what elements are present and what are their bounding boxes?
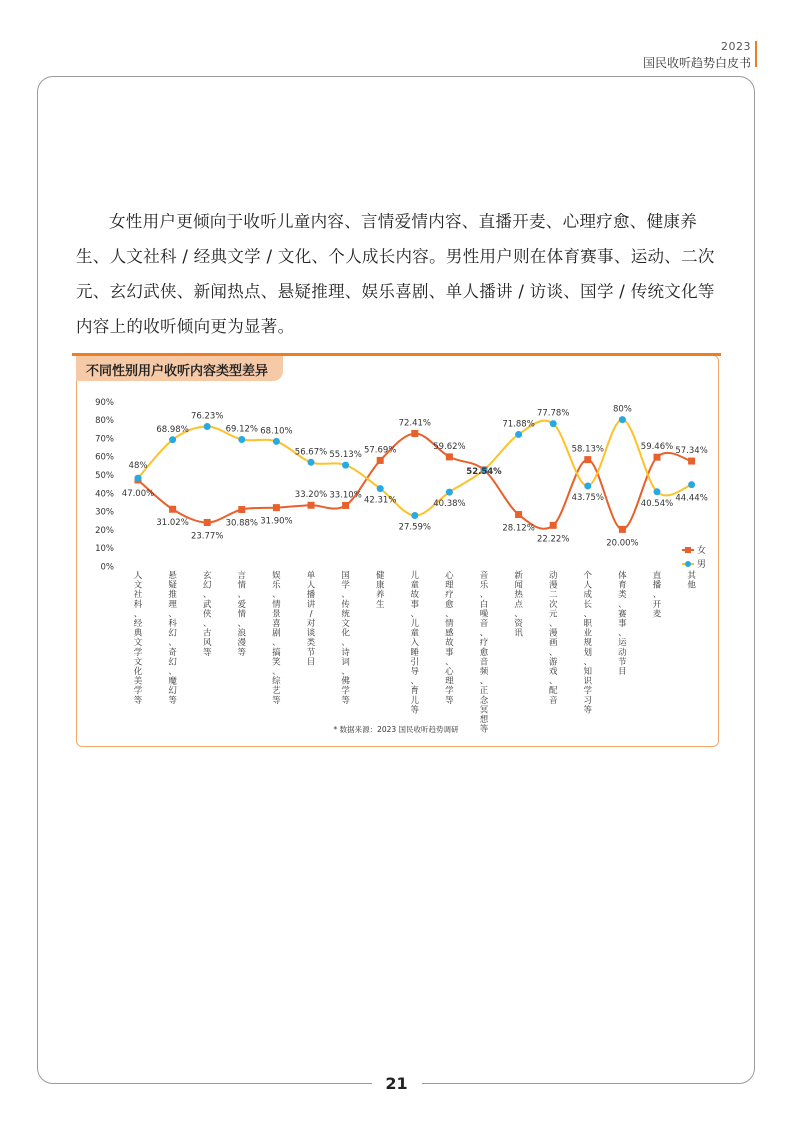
x-category-label: 娱乐、情景喜剧、搞笑、综艺等	[272, 571, 281, 706]
x-category-label: 人文社科、经典文学文化美学等	[133, 571, 143, 706]
source-note: * 数据来源：2023 国民收听趋势调研	[333, 725, 459, 734]
female-data-label: 31.02%	[156, 518, 189, 529]
x-category-label: 直播、开麦	[652, 571, 662, 620]
female-data-label: 59.62%	[433, 441, 466, 452]
male-point	[515, 431, 522, 438]
y-tick-label: 60%	[95, 452, 114, 463]
female-data-label: 22.22%	[536, 534, 570, 545]
female-point	[688, 458, 695, 465]
male-point	[238, 436, 245, 443]
male-data-label: 56.67%	[294, 447, 328, 458]
x-category-label: 玄幻、武侠、古风等	[202, 571, 212, 658]
female-point	[654, 454, 661, 461]
x-category-label: 心理疗愈、情感故事、心理学等	[445, 571, 454, 706]
x-category-label: 其他	[687, 571, 696, 591]
x-category-label: 国学、传统文化、诗词、佛学等	[341, 571, 350, 706]
male-point	[619, 416, 626, 423]
x-category-label: 悬疑推理、科幻、奇幻、魔幻等	[168, 571, 177, 706]
body-paragraph: 女性用户更倾向于收听儿童内容、言情爱情内容、直播开麦、心理疗愈、健康养生、人文社科 / 经典文学 / 文化、个人成长内容。男性用户则在体育赛事、运动、二次元、玄幻武侠、新闻热点、悬疑推理、娱乐喜剧、单人播讲 / 访谈、国学 / 传统文化等内容上的收听倾向更为显著。	[76, 211, 715, 336]
male-data-label: 77.78%	[536, 408, 570, 419]
female-data-label: 57.69%	[363, 445, 397, 456]
female-point	[342, 502, 349, 509]
male-data-label: 40.38%	[433, 499, 466, 510]
male-data-label: 55.13%	[329, 450, 362, 461]
male-data-label: 40.54%	[640, 498, 674, 509]
female-data-label: 47.00%	[121, 488, 155, 499]
y-tick-label: 50%	[95, 471, 114, 481]
x-category-label: 个人成长、职业规划、知识学习等	[583, 571, 593, 716]
x-category-label: 动漫二次元、漫画、游戏、配音	[548, 571, 558, 706]
male-point	[688, 481, 695, 488]
legend-female-label: 女	[697, 546, 707, 556]
female-point	[273, 504, 280, 511]
female-data-label: 28.12%	[502, 523, 535, 534]
chart-title: 不同性别用户收听内容类型差异	[86, 364, 269, 379]
x-category-label: 言情、爱情、浪漫等	[237, 571, 247, 658]
female-data-label: 72.41%	[398, 418, 432, 429]
male-point	[135, 475, 142, 482]
male-data-label: 44.44%	[675, 493, 708, 504]
male-data-label: 43.75%	[571, 492, 605, 503]
female-data-label: 23.77%	[190, 531, 224, 542]
female-data-label: 31.90%	[260, 516, 293, 527]
y-tick-label: 70%	[95, 434, 114, 445]
female-point	[446, 453, 453, 460]
male-data-label: 42.31%	[363, 495, 397, 506]
y-tick-label: 0%	[100, 562, 114, 573]
y-tick-label: 30%	[95, 507, 114, 518]
male-point	[446, 489, 453, 496]
male-point	[377, 485, 384, 492]
male-data-label: 48%	[128, 461, 148, 472]
male-point	[204, 423, 211, 430]
male-point	[169, 436, 176, 443]
y-tick-label: 10%	[95, 544, 114, 555]
female-data-label: 58.13%	[571, 444, 605, 455]
female-data-label: 52.54%	[466, 466, 502, 477]
y-tick-label: 90%	[95, 397, 114, 408]
legend-male-marker	[685, 561, 691, 567]
male-data-label: 68.10%	[260, 426, 293, 437]
male-point	[550, 420, 557, 427]
legend-female-marker	[685, 547, 691, 553]
x-category-label: 体育类、赛事、运动节目	[618, 571, 627, 677]
male-data-label: 76.23%	[190, 411, 224, 422]
male-point	[342, 462, 349, 469]
male-point	[584, 482, 591, 489]
male-point	[308, 459, 315, 466]
female-point	[204, 519, 211, 526]
y-tick-label: 40%	[95, 489, 114, 500]
female-data-label: 20.00%	[606, 538, 639, 549]
female-data-label: 33.20%	[294, 490, 328, 501]
male-data-label: 80%	[612, 404, 632, 415]
legend-male-label: 男	[697, 560, 707, 570]
male-data-label: 27.59%	[398, 522, 432, 533]
male-point	[411, 512, 418, 519]
female-point	[169, 506, 176, 513]
x-category-label: 单人播讲/对谈类节目	[306, 571, 316, 668]
male-point	[273, 438, 280, 445]
female-point	[308, 502, 315, 509]
x-category-label: 音乐、白噪音、疗愈音频、正念冥想等	[479, 571, 489, 735]
female-data-label: 30.88%	[225, 518, 259, 529]
female-point	[550, 522, 557, 529]
male-point	[654, 488, 661, 495]
female-point	[238, 506, 245, 513]
y-tick-label: 20%	[95, 525, 114, 536]
female-point	[619, 526, 626, 533]
page-number: 21	[385, 1074, 408, 1093]
female-data-label: 57.34%	[675, 446, 708, 457]
female-point	[411, 430, 418, 437]
header-title: 国民收听趋势白皮书	[642, 56, 751, 70]
female-point	[515, 511, 522, 518]
header-year: 2023	[721, 40, 751, 53]
x-category-label: 健康养生	[375, 571, 385, 610]
female-point	[377, 457, 384, 464]
male-data-label: 71.88%	[502, 419, 535, 430]
x-category-label: 儿童故事、儿童入睡引导、育儿等	[410, 571, 420, 716]
female-data-label: 33.10%	[329, 490, 362, 501]
female-point	[584, 456, 591, 463]
female-data-label: 59.46%	[640, 442, 674, 453]
male-data-label: 68.98%	[156, 424, 189, 435]
male-data-label: 69.12%	[225, 424, 259, 435]
x-category-label: 新闻热点、资讯	[514, 571, 523, 639]
y-tick-label: 80%	[95, 416, 114, 427]
